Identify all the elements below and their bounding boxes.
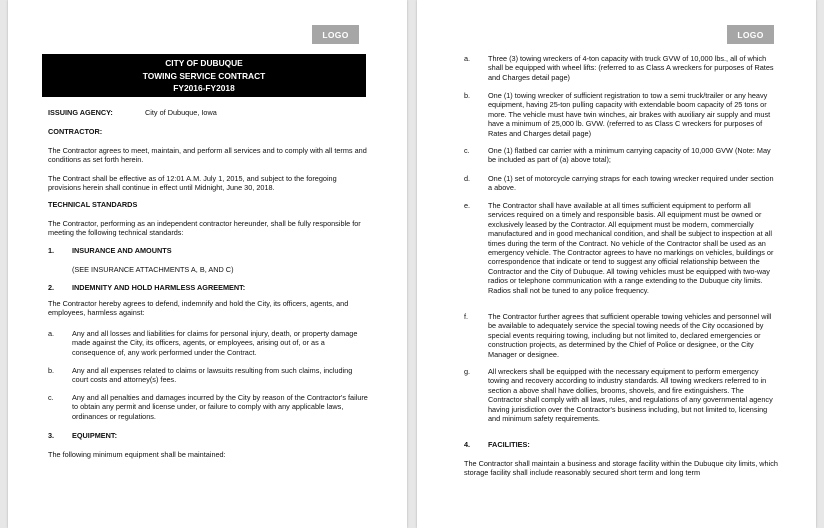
list-item-text: Any and all penalties and damages incurred by the City by reason of the Contractor's failure to obtain any permit and license under, or failure to comply with any applicable laws, ordinances or regulations.: [72, 393, 368, 421]
issuing-agency-label: ISSUING AGENCY:: [48, 108, 113, 117]
title-banner: [42, 54, 366, 97]
section-1-note: (SEE INSURANCE ATTACHMENTS A, B, AND C): [72, 265, 234, 274]
list-item-text: All wreckers shall be equipped with the necessary equipment to perform emergency towing and recovery according to industry standards. All towing wreckers referred to in section a above shall have dollies, brooms, shovels, and fire extinguishers. The Contractor shall comply with all laws, rules, and regulations of any governmental agency having jurisdiction over the Contractor's business including, but not limited to, licensing and minimum safety requirements.: [488, 367, 773, 424]
logo-placeholder: LOGO: [727, 25, 774, 44]
section-4-number: 4.: [464, 440, 471, 449]
section-3-number: 3.: [48, 431, 55, 440]
paragraph-facilities: The Contractor shall maintain a business and storage facility within the Dubuque city limits, which storage facility shall include reasonably secured short term and long term: [464, 459, 778, 478]
title-line-fiscal-years: FY2016-FY2018: [173, 83, 235, 93]
section-4-title: FACILITIES:: [488, 440, 530, 449]
document-page-1: [8, 0, 407, 528]
section-1-number: 1.: [48, 246, 55, 255]
section-1-title: INSURANCE AND AMOUNTS: [72, 246, 172, 255]
list-item-label: e.: [464, 201, 471, 210]
section-3-title: EQUIPMENT:: [72, 431, 117, 440]
list-item-text: The Contractor shall have available at all times sufficient equipment to perform all services required on a timely and responsible basis. All equipment must be owned or exclusively leased by the Contractor. All equipment must be modern, commercially manufactured and in good mechanical condition, and shall be subject to inspection at all times during the term of the Contract. No vehicle of the Contractor shall be used as an emergency vehicle. The Contractor agrees to have no markings on vehicles, buildings or correspondence that indicate or tend to suggest any official relationship between the Contractor and the City of Dubuque. All towing vehicles must be equipped with two-way radios or telephone communication with a range extending to the Dubuque city limits. Radios shall not be tuned to any police frequency.: [488, 201, 774, 295]
paragraph-technical-standards: The Contractor, performing as an independent contractor hereunder, shall be fully responsible for meeting the following technical standards:: [48, 219, 361, 238]
list-item-text: Three (3) towing wreckers of 4-ton capacity with truck GVW of 10,000 lbs., all of which shall be equipped with wheel lifts: (referred to as Class A wreckers for purposes of Rates and Charges detail page): [488, 54, 774, 82]
paragraph-effective-date: The Contract shall be effective as of 12:01 A.M. July 1, 2015, and subject to the foregoing provisions herein shall continue in effect until Midnight, June 30, 2018.: [48, 174, 337, 193]
list-item-label: d.: [464, 174, 471, 183]
title-line-contract: TOWING SERVICE CONTRACT: [142, 70, 266, 81]
list-item-text: One (1) flatbed car carrier with a minimum carrying capacity of 10,000 GVW (Note: May be included as part of (a) above total);: [488, 146, 771, 165]
list-item-text: One (1) towing wrecker of sufficient registration to tow a semi truck/trailer or any heavy equipment, having 25-ton pulling capacity with extendable boom capacity of 25 tons or more. The vehicle must have twin winches, air brakes with auxiliary air supply and must have a minimum of 25,000 lb. GVW. (referred to as Class C wreckers for purposes of Rates and Charges detail page): [488, 91, 771, 138]
list-item-text: Any and all expenses related to claims or lawsuits resulting from such claims, including court costs and attorney(s) fees.: [72, 366, 353, 385]
list-item-label: c.: [48, 393, 54, 402]
list-item-label: f.: [464, 312, 469, 321]
list-item-text: Any and all losses and liabilities for claims for personal injury, death, or property damage made against the City, its officers, agents, or employees, arising out of, or as a consequence of, any work performed under the Contract.: [72, 329, 358, 357]
list-item-label: b.: [48, 366, 55, 375]
logo-placeholder: LOGO: [312, 25, 359, 44]
issuing-agency-value: City of Dubuque, Iowa: [145, 108, 217, 117]
list-item-text: One (1) set of motorcycle carrying straps for each towing wrecker required under section a above.: [488, 174, 774, 193]
paragraph-equipment: The following minimum equipment shall be maintained:: [48, 450, 226, 459]
document-page-2: [417, 0, 816, 528]
list-item-label: c.: [464, 146, 470, 155]
list-item-text: The Contractor further agrees that sufficient operable towing vehicles and personnel will be available to adequately service the special towing needs of the City occasioned by special events requiring towing, including but not limited to, declared emergencies or construction projects, as determined by the Chief of Police or designee, or the City Manager or designee.: [488, 312, 772, 359]
contractor-heading: CONTRACTOR:: [48, 127, 103, 136]
section-2-title: INDEMNITY AND HOLD HARMLESS AGREEMENT:: [72, 283, 246, 292]
paragraph-indemnity: The Contractor hereby agrees to defend, indemnify and hold the City, its officers, agents, and employees, harmless against:: [48, 299, 349, 318]
list-item-label: a.: [48, 329, 55, 338]
section-2-number: 2.: [48, 283, 55, 292]
list-item-label: a.: [464, 54, 471, 63]
technical-standards-heading: TECHNICAL STANDARDS: [48, 200, 138, 209]
paragraph-agreement: The Contractor agrees to meet, maintain, and perform all services and to comply with all terms and conditions as set forth herein.: [48, 146, 367, 165]
list-item-label: g.: [464, 367, 471, 376]
title-line-city: CITY OF DUBUQUE: [165, 58, 243, 68]
list-item-label: b.: [464, 91, 471, 100]
